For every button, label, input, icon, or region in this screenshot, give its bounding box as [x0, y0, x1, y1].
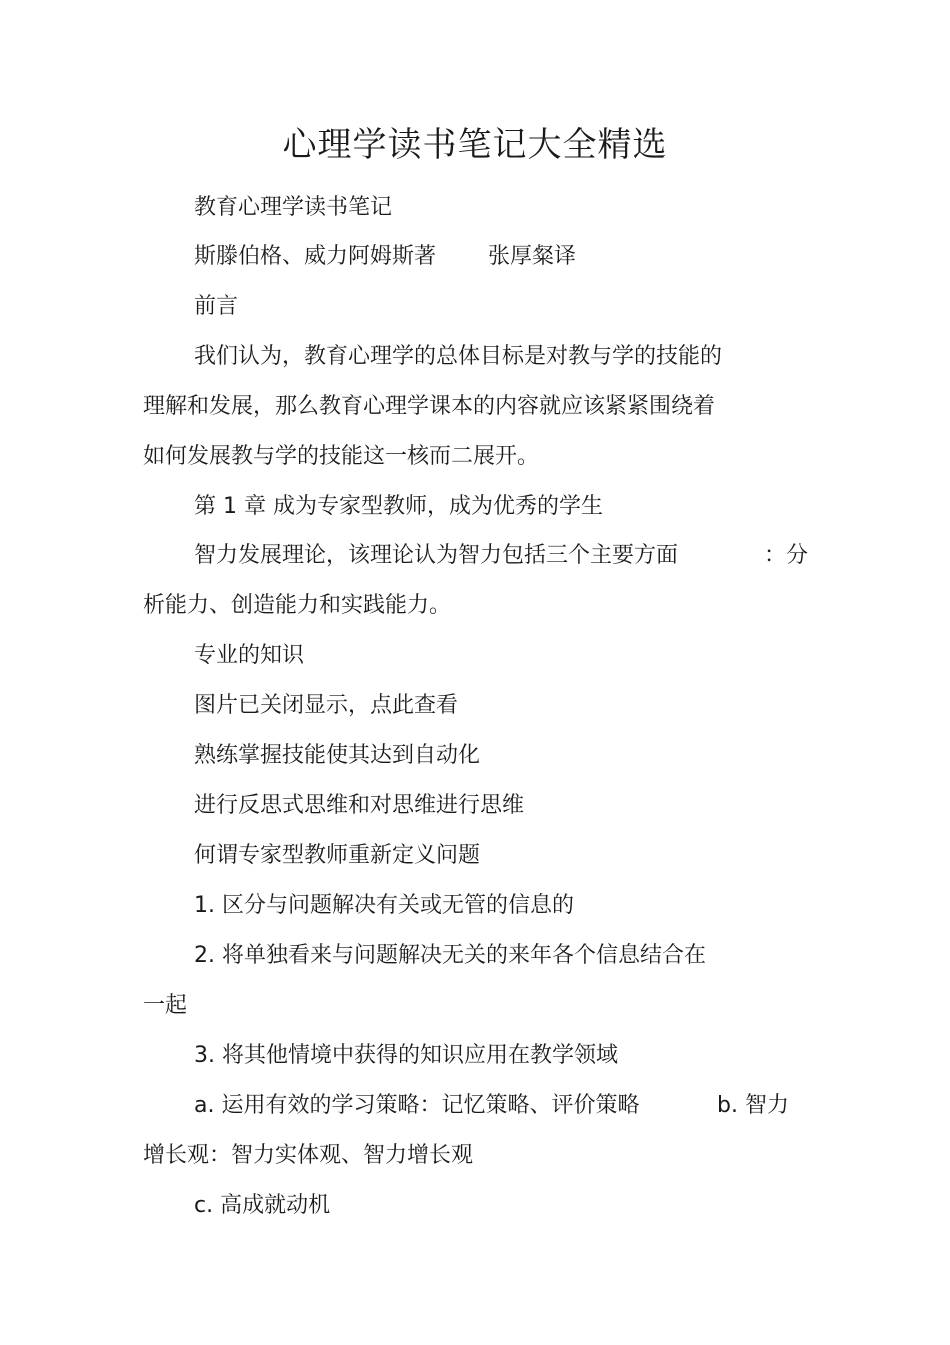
paragraph-line: 我们认为，教育心理学的总体目标是对教与学的技能的	[194, 344, 723, 369]
paragraph-line: 如何发展教与学的技能这一核而二展开。	[143, 444, 540, 469]
paragraph-line: 智力发展理论，该理论认为智力包括三个主要方面	[194, 543, 679, 568]
image-placeholder-text[interactable]: 图片已关闭显示，点此查看	[194, 693, 459, 718]
lettered-item: a. 运用有效的学习策略：记忆策略、评价策略	[194, 1093, 640, 1118]
paragraph-line: 理解和发展，那么教育心理学课本的内容就应该紧紧围绕着	[143, 394, 716, 419]
list-item: 专业的知识	[194, 643, 305, 668]
lettered-item-continuation: 增长观：智力实体观、智力增长观	[143, 1143, 474, 1168]
numbered-item: 2. 将单独看来与问题解决无关的来年各个信息结合在	[194, 943, 706, 968]
author-line: 斯滕伯格、威力阿姆斯著	[194, 244, 437, 269]
document-title: 心理学读书笔记大全精选	[282, 125, 668, 165]
lettered-item-tail: b. 智力	[717, 1093, 789, 1118]
list-item: 进行反思式思维和对思维进行思维	[194, 793, 525, 818]
subtitle-line: 教育心理学读书笔记	[194, 195, 393, 220]
numbered-item: 1. 区分与问题解决有关或无管的信息的	[194, 893, 574, 918]
lettered-item: c. 高成就动机	[194, 1193, 331, 1218]
list-item: 何谓专家型教师重新定义问题	[194, 843, 481, 868]
paragraph-line: 析能力、创造能力和实践能力。	[143, 593, 452, 618]
translator-text: 张厚粲译	[488, 244, 577, 269]
list-item: 熟练掌握技能使其达到自动化	[194, 743, 481, 768]
numbered-item-continuation: 一起	[143, 993, 188, 1018]
chapter-heading: 第 1 章 成为专家型教师，成为优秀的学生	[194, 494, 603, 519]
numbered-item: 3. 将其他情境中获得的知识应用在教学领域	[194, 1043, 618, 1068]
preface-heading: 前言	[194, 294, 239, 319]
paragraph-line-tail: ：分	[764, 543, 809, 568]
